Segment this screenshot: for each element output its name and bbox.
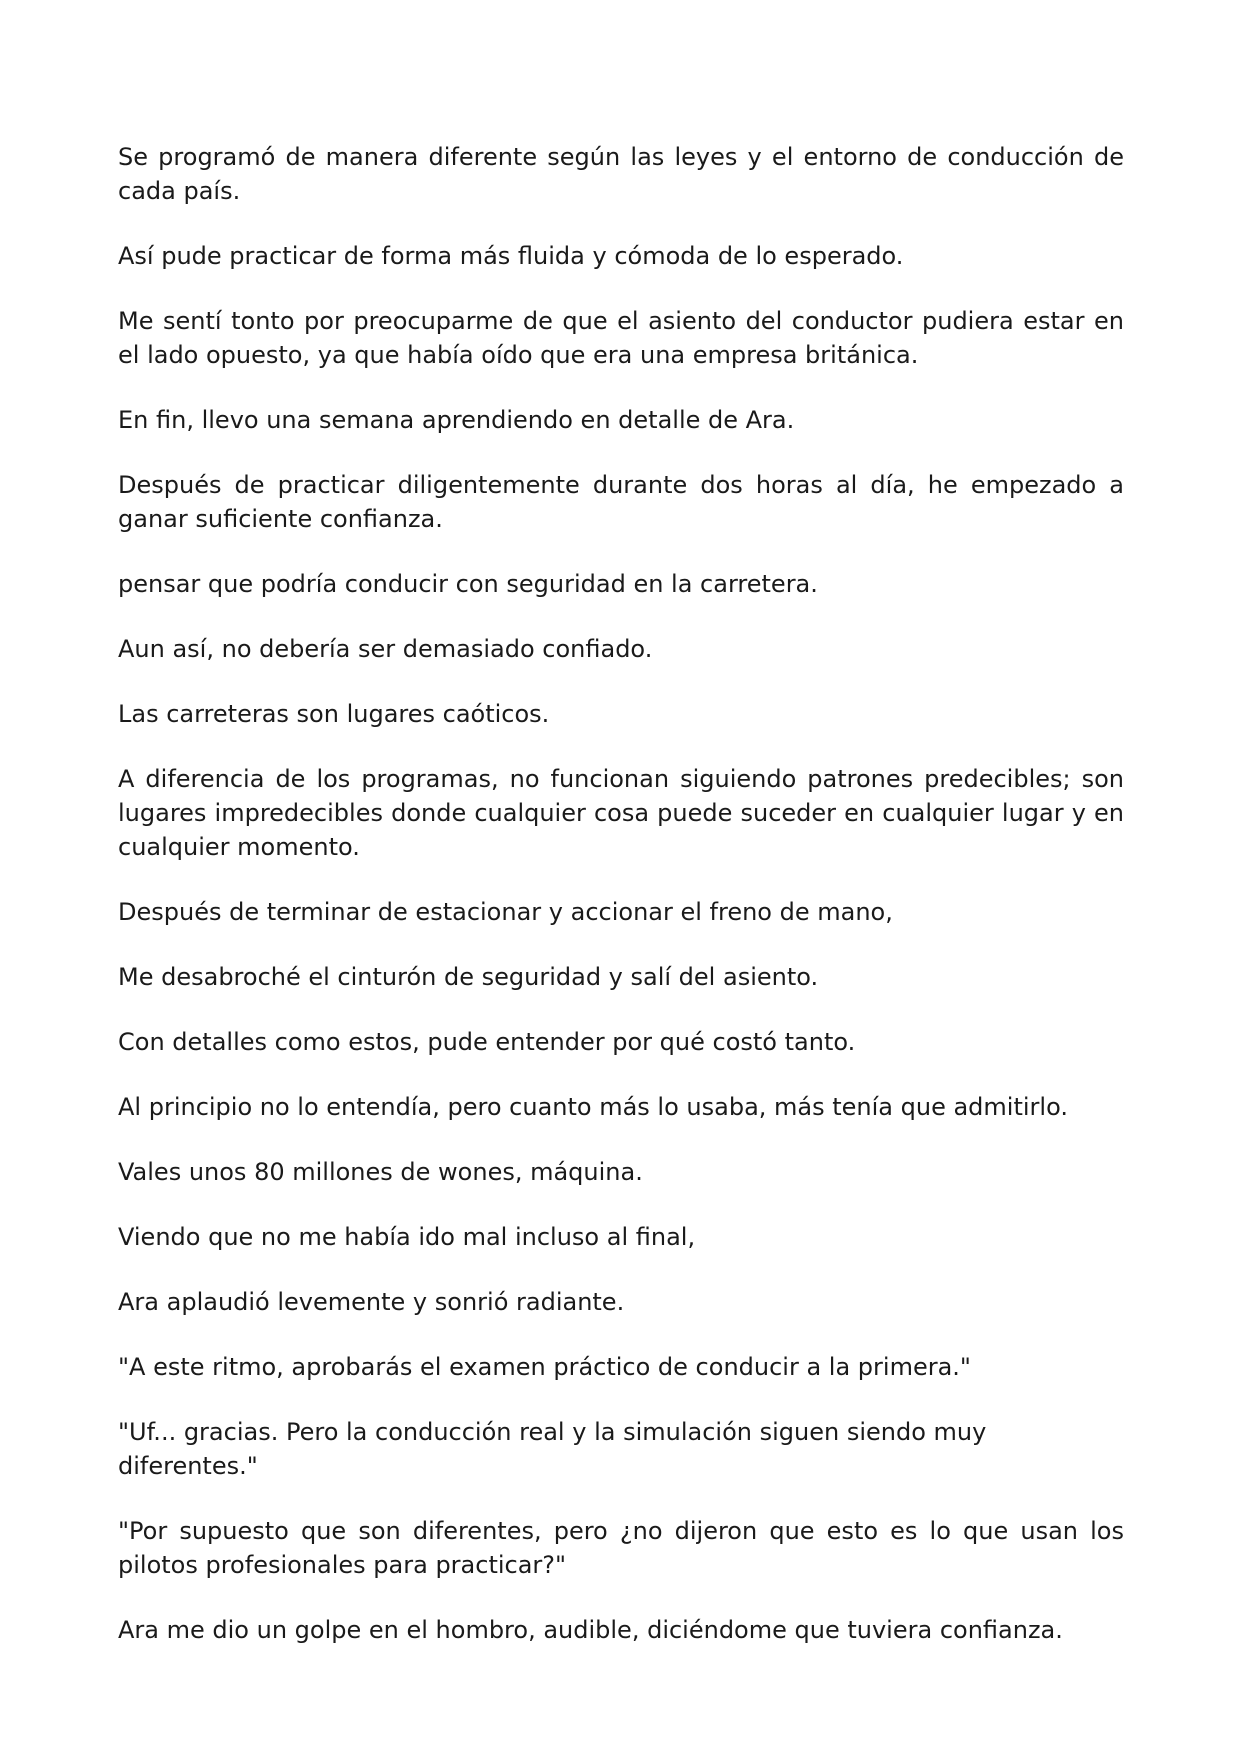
paragraph: Con detalles como estos, pude entender por qué costó tanto. bbox=[118, 1028, 856, 1056]
paragraph: Al principio no lo entendía, pero cuanto más lo usaba, más tenía que admitirlo. bbox=[118, 1093, 1068, 1121]
paragraph: Me sentí tonto por preocuparme de que el asiento del conductor pudiera estar en el lado opuesto, ya que había oído que era una empresa británica. bbox=[118, 307, 1124, 369]
paragraph: "Por supuesto que son diferentes, pero ¿no dijeron que esto es lo que usan los pilotos profesionales para practicar?" bbox=[118, 1517, 1124, 1579]
paragraph: Así pude practicar de forma más fluida y cómoda de lo esperado. bbox=[118, 242, 904, 270]
paragraph: Me desabroché el cinturón de seguridad y salí del asiento. bbox=[118, 963, 819, 991]
paragraph: Las carreteras son lugares caóticos. bbox=[118, 700, 550, 728]
paragraph: Se programó de manera diferente según las leyes y el entorno de conducción de cada país. bbox=[118, 143, 1124, 205]
paragraph: Después de terminar de estacionar y accionar el freno de mano, bbox=[118, 898, 893, 926]
paragraph: En fin, llevo una semana aprendiendo en detalle de Ara. bbox=[118, 406, 795, 434]
paragraph: Ara aplaudió levemente y sonrió radiante. bbox=[118, 1288, 625, 1316]
paragraph: pensar que podría conducir con seguridad en la carretera. bbox=[118, 570, 818, 598]
paragraph: A diferencia de los programas, no funcionan siguiendo patrones predecibles; son lugares impredecibles donde cualquier cosa puede suceder en cualquier lugar y en cualquier momento. bbox=[118, 765, 1124, 861]
paragraph: Viendo que no me había ido mal incluso al final, bbox=[118, 1223, 696, 1251]
paragraph: "Uf... gracias. Pero la conducción real y la simulación siguen siendo muy diferentes." bbox=[118, 1418, 987, 1480]
document-page bbox=[118, 140, 1124, 1678]
paragraph: Vales unos 80 millones de wones, máquina. bbox=[118, 1158, 643, 1186]
paragraph: Aun así, no debería ser demasiado confiado. bbox=[118, 635, 653, 663]
paragraph: "A este ritmo, aprobarás el examen práctico de conducir a la primera." bbox=[118, 1353, 971, 1381]
paragraph: Ara me dio un golpe en el hombro, audible, diciéndome que tuviera confianza. bbox=[118, 1616, 1063, 1644]
paragraph: Después de practicar diligentemente durante dos horas al día, he empezado a ganar suficiente confianza. bbox=[118, 471, 1124, 533]
